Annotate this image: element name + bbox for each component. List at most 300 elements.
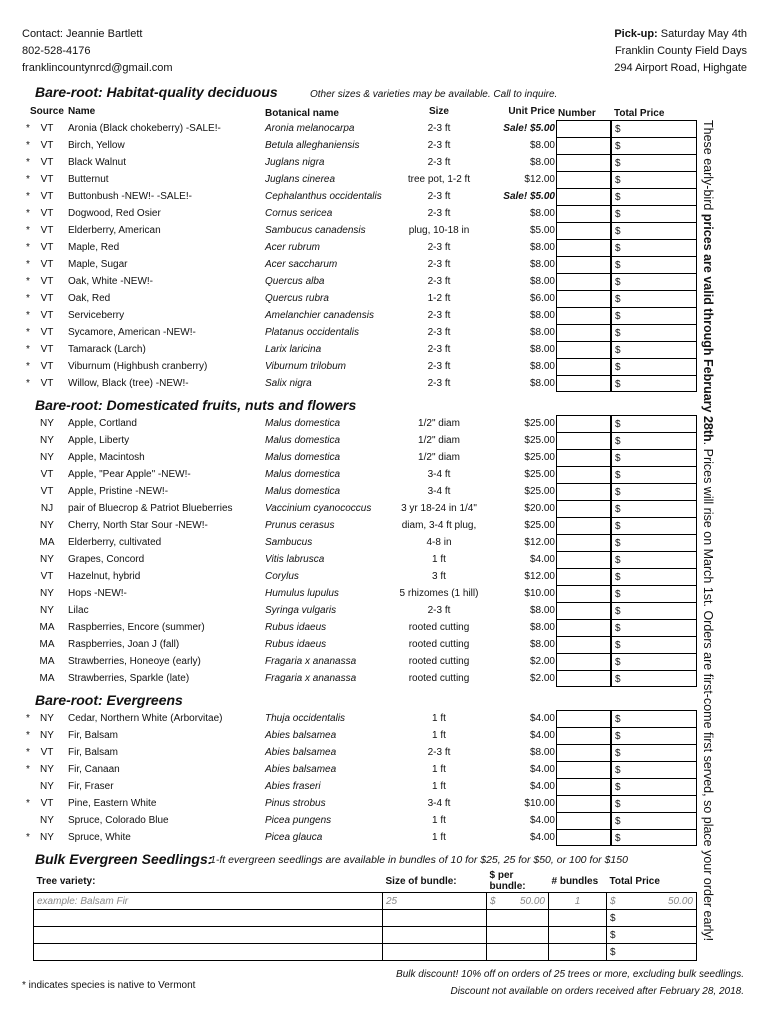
number-input[interactable]: [556, 761, 611, 778]
plant-name: Sycamore, American -NEW!-: [68, 327, 196, 338]
unit-price: $10.00: [524, 798, 555, 809]
bulk-order-table: [33, 870, 697, 961]
plant-row: [0, 341, 700, 358]
source-cell: NY: [40, 605, 54, 616]
plant-row: [0, 761, 700, 778]
discount-line-2: Discount not available on orders received after February 28, 2018.: [450, 986, 744, 997]
total-price-cell[interactable]: [611, 341, 697, 358]
size-cell: 3 ft: [432, 571, 446, 582]
unit-price: $8.00: [529, 242, 555, 253]
size-cell: 1 ft: [432, 832, 446, 843]
bulk-bundles-input[interactable]: [549, 927, 607, 944]
discount-line-1: Bulk discount! 10% off on orders of 25 trees or more, excluding bulk seedlings.: [396, 969, 744, 980]
botanical-name: Humulus lupulus: [265, 588, 339, 599]
plant-name: Maple, Red: [68, 242, 120, 253]
plant-name: Strawberries, Honeoye (early): [68, 656, 201, 667]
col-header-botanical: Botanical name: [265, 108, 339, 119]
total-price-cell[interactable]: [611, 778, 697, 795]
bulk-example-variety: example: Balsam Fir: [34, 893, 383, 910]
botanical-name: Prunus cerasus: [265, 520, 335, 531]
bulk-total-cell[interactable]: [607, 944, 697, 961]
source-cell: NY: [40, 554, 54, 565]
total-price-cell[interactable]: [611, 290, 697, 307]
total-price-cell[interactable]: [611, 812, 697, 829]
total-price-cell[interactable]: [611, 358, 697, 375]
unit-price: $25.00: [524, 469, 555, 480]
botanical-name: Abies balsamea: [265, 730, 337, 741]
size-cell: 1 ft: [432, 554, 446, 565]
total-price-cell[interactable]: [611, 761, 697, 778]
size-cell: tree pot, 1-2 ft: [407, 174, 471, 185]
bulk-total-symbol: $: [610, 946, 616, 958]
total-price-cell[interactable]: [611, 307, 697, 324]
size-cell: rooted cutting: [408, 673, 470, 684]
plant-name: Tamarack (Larch): [68, 344, 146, 355]
total-price-cell[interactable]: [611, 171, 697, 188]
plant-name: Dogwood, Red Osier: [68, 208, 161, 219]
plant-name: Elderberry, American: [68, 225, 161, 236]
number-input[interactable]: [556, 324, 611, 341]
number-input[interactable]: [556, 568, 611, 585]
botanical-name: Abies balsamea: [265, 747, 337, 758]
bulk-header-total: Total Price: [607, 870, 697, 893]
total-price-cell[interactable]: [611, 222, 697, 239]
plant-name: Willow, Black (tree) -NEW!-: [68, 378, 189, 389]
total-symbol: $: [615, 294, 621, 305]
number-input[interactable]: [556, 120, 611, 137]
total-symbol: $: [615, 748, 621, 759]
plant-name: Pine, Eastern White: [68, 798, 157, 809]
total-price-cell[interactable]: [611, 795, 697, 812]
unit-price: $8.00: [529, 276, 555, 287]
number-input[interactable]: [556, 812, 611, 829]
plant-row: [0, 415, 700, 432]
unit-price: $12.00: [524, 537, 555, 548]
total-symbol: $: [615, 124, 621, 135]
total-symbol: $: [615, 158, 621, 169]
bulk-total-symbol: $: [610, 912, 616, 924]
botanical-name: Thuja occidentalis: [265, 713, 346, 724]
total-price-cell[interactable]: [611, 585, 697, 602]
native-marker: *: [26, 713, 30, 724]
plant-row: [0, 636, 700, 653]
size-cell: plug, 10-18 in: [408, 225, 470, 236]
unit-price: $25.00: [524, 418, 555, 429]
number-input[interactable]: [556, 602, 611, 619]
total-symbol: $: [615, 419, 621, 430]
total-price-cell[interactable]: [611, 636, 697, 653]
plant-row: [0, 619, 700, 636]
unit-price: $8.00: [529, 747, 555, 758]
bulk-total-cell[interactable]: [607, 927, 697, 944]
plant-row: [0, 205, 700, 222]
botanical-name: Malus domestica: [265, 486, 341, 497]
size-cell: 2-3 ft: [427, 259, 451, 270]
botanical-name: Juglans nigra: [265, 157, 325, 168]
unit-price: $25.00: [524, 486, 555, 497]
plant-row: [0, 154, 700, 171]
number-input[interactable]: [556, 778, 611, 795]
botanical-name: Quercus alba: [265, 276, 325, 287]
col-header-size: Size: [428, 106, 449, 117]
size-cell: 2-3 ft: [427, 123, 451, 134]
number-input[interactable]: [556, 341, 611, 358]
bulk-per-input[interactable]: [487, 910, 549, 927]
number-input[interactable]: [556, 466, 611, 483]
total-price-cell[interactable]: [611, 653, 697, 670]
total-symbol: $: [615, 141, 621, 152]
number-input[interactable]: [556, 307, 611, 324]
total-price-cell[interactable]: [611, 466, 697, 483]
plant-row: [0, 710, 700, 727]
plant-name: Fir, Balsam: [68, 747, 119, 758]
plant-row: [0, 551, 700, 568]
size-cell: 1 ft: [432, 730, 446, 741]
botanical-name: Vaccinium cyanococcus: [265, 503, 372, 514]
plant-name: Cherry, North Star Sour -NEW!-: [68, 520, 208, 531]
col-header-name: Name: [68, 106, 96, 117]
bulk-bundles-input[interactable]: [549, 910, 607, 927]
number-input[interactable]: [556, 256, 611, 273]
unit-price: $4.00: [529, 781, 555, 792]
number-input[interactable]: [556, 483, 611, 500]
bulk-per-input[interactable]: [487, 927, 549, 944]
pickup-date: Saturday May 4th: [660, 28, 747, 40]
side-note-bold: prices are valid through February 28th: [701, 213, 715, 442]
unit-price: $25.00: [524, 520, 555, 531]
botanical-name: Betula alleghaniensis: [265, 140, 360, 151]
botanical-name: Platanus occidentalis: [265, 327, 359, 338]
unit-price: $10.00: [524, 588, 555, 599]
number-input[interactable]: [556, 829, 611, 846]
number-input[interactable]: [556, 585, 611, 602]
unit-price: $8.00: [529, 378, 555, 389]
total-price-cell[interactable]: [611, 324, 697, 341]
contact-phone: 802-528-4176: [22, 45, 91, 57]
bulk-example-per-symbol: $: [490, 895, 496, 907]
number-input[interactable]: [556, 727, 611, 744]
number-input[interactable]: [556, 744, 611, 761]
total-price-cell[interactable]: [611, 568, 697, 585]
source-cell: VT: [40, 310, 54, 321]
total-price-cell[interactable]: [611, 727, 697, 744]
total-price-cell[interactable]: [611, 137, 697, 154]
unit-price: $8.00: [529, 208, 555, 219]
source-cell: VT: [40, 259, 54, 270]
plant-row: [0, 273, 700, 290]
bulk-size-input[interactable]: [383, 927, 487, 944]
size-cell: 2-3 ft: [427, 191, 451, 202]
source-cell: NY: [40, 452, 54, 463]
size-cell: rooted cutting: [408, 639, 470, 650]
botanical-name: Quercus rubra: [265, 293, 329, 304]
total-symbol: $: [615, 816, 621, 827]
number-input[interactable]: [556, 449, 611, 466]
total-symbol: $: [615, 538, 621, 549]
total-price-cell[interactable]: [611, 710, 697, 727]
bulk-row: [34, 910, 697, 927]
bulk-title: Bulk Evergreen Seedlings:: [35, 851, 213, 867]
number-input[interactable]: [556, 619, 611, 636]
size-cell: 2-3 ft: [427, 310, 451, 321]
number-input[interactable]: [556, 222, 611, 239]
total-price-cell[interactable]: [611, 154, 697, 171]
unit-price: $8.00: [529, 344, 555, 355]
total-price-cell[interactable]: [611, 375, 697, 392]
plant-name: Aronia (Black chokeberry) -SALE!-: [68, 123, 221, 134]
bulk-example-total: 50.00: [667, 895, 693, 907]
size-cell: 2-3 ft: [427, 208, 451, 219]
number-input[interactable]: [556, 205, 611, 222]
availability-note: Other sizes & varieties may be available. Call to inquire.: [310, 89, 558, 100]
botanical-name: Abies balsamea: [265, 764, 337, 775]
bulk-variety-input[interactable]: [34, 944, 383, 961]
total-symbol: $: [615, 226, 621, 237]
col-header-total: Total Price: [614, 108, 665, 119]
plant-name: Hops -NEW!-: [68, 588, 127, 599]
bulk-size-input[interactable]: [383, 910, 487, 927]
number-input[interactable]: [556, 188, 611, 205]
unit-price: $2.00: [529, 656, 555, 667]
number-input[interactable]: [556, 358, 611, 375]
bulk-variety-input[interactable]: [34, 927, 383, 944]
size-cell: 3-4 ft: [427, 798, 451, 809]
size-cell: 4-8 in: [426, 537, 452, 548]
bulk-example-per: 50.00: [519, 895, 545, 907]
bulk-header-size: Size of bundle:: [383, 870, 487, 893]
total-price-cell[interactable]: [611, 829, 697, 846]
native-marker: *: [26, 140, 30, 151]
total-symbol: $: [615, 379, 621, 390]
number-input[interactable]: [556, 670, 611, 687]
native-marker: *: [26, 276, 30, 287]
plant-row: [0, 120, 700, 137]
botanical-name: Viburnum trilobum: [265, 361, 346, 372]
total-price-cell[interactable]: [611, 670, 697, 687]
unit-price: $8.00: [529, 605, 555, 616]
size-cell: 2-3 ft: [427, 242, 451, 253]
plant-row: [0, 744, 700, 761]
plant-row: [0, 483, 700, 500]
col-header-source: Source: [30, 106, 64, 117]
number-input[interactable]: [556, 154, 611, 171]
botanical-name: Malus domestica: [265, 418, 341, 429]
number-input[interactable]: [556, 534, 611, 551]
number-input[interactable]: [556, 273, 611, 290]
number-input[interactable]: [556, 795, 611, 812]
pickup-place: Franklin County Field Days: [614, 45, 747, 57]
total-symbol: $: [615, 674, 621, 685]
bulk-row: [34, 927, 697, 944]
source-cell: VT: [40, 123, 54, 134]
bulk-size-input[interactable]: [383, 944, 487, 961]
total-price-cell[interactable]: [611, 483, 697, 500]
source-cell: MA: [39, 673, 55, 684]
plant-name: Apple, Macintosh: [68, 452, 145, 463]
plant-row: [0, 239, 700, 256]
botanical-name: Fragaria x ananassa: [265, 656, 357, 667]
bulk-header-per: $ per bundle:: [487, 870, 549, 893]
plant-row: [0, 653, 700, 670]
total-price-cell[interactable]: [611, 239, 697, 256]
number-input[interactable]: [556, 517, 611, 534]
total-price-cell[interactable]: [611, 449, 697, 466]
number-input[interactable]: [556, 432, 611, 449]
plant-row: [0, 517, 700, 534]
section-title-deciduous: Bare-root: Habitat-quality deciduous: [35, 84, 278, 100]
number-input[interactable]: [556, 500, 611, 517]
botanical-name: Salix nigra: [265, 378, 312, 389]
source-cell: VT: [40, 276, 54, 287]
plant-name: Fir, Canaan: [68, 764, 120, 775]
source-cell: VT: [40, 469, 54, 480]
bulk-header-variety: Tree variety:: [34, 870, 383, 893]
size-cell: 2-3 ft: [427, 378, 451, 389]
total-price-cell[interactable]: [611, 432, 697, 449]
bulk-per-input[interactable]: [487, 944, 549, 961]
botanical-name: Syringa vulgaris: [265, 605, 337, 616]
size-cell: 1 ft: [432, 764, 446, 775]
total-symbol: $: [615, 623, 621, 634]
plant-row: [0, 670, 700, 687]
plant-row: [0, 256, 700, 273]
number-input[interactable]: [556, 653, 611, 670]
total-symbol: $: [615, 311, 621, 322]
bulk-header-bundles: # bundles: [549, 870, 607, 893]
size-cell: 1 ft: [432, 713, 446, 724]
total-price-cell[interactable]: [611, 551, 697, 568]
botanical-name: Picea glauca: [265, 832, 323, 843]
plant-name: Hazelnut, hybrid: [68, 571, 141, 582]
plant-row: [0, 324, 700, 341]
bulk-total-cell[interactable]: [607, 910, 697, 927]
total-price-cell[interactable]: [611, 602, 697, 619]
botanical-name: Aronia melanocarpa: [265, 123, 355, 134]
number-input[interactable]: [556, 137, 611, 154]
total-price-cell[interactable]: [611, 517, 697, 534]
total-price-cell[interactable]: [611, 256, 697, 273]
total-price-cell[interactable]: [611, 744, 697, 761]
number-input[interactable]: [556, 375, 611, 392]
plant-name: Viburnum (Highbush cranberry): [68, 361, 208, 372]
col-header-unit-price: Unit Price: [508, 106, 555, 117]
native-marker: *: [26, 361, 30, 372]
number-input[interactable]: [556, 415, 611, 432]
pickup-label: Pick-up:: [614, 28, 658, 40]
botanical-name: Cornus sericea: [265, 208, 333, 219]
native-marker: *: [26, 123, 30, 134]
plant-row: [0, 432, 700, 449]
source-cell: VT: [40, 361, 54, 372]
bulk-total-symbol: $: [610, 929, 616, 941]
number-input[interactable]: [556, 636, 611, 653]
native-marker: *: [26, 378, 30, 389]
native-marker: *: [26, 327, 30, 338]
number-input[interactable]: [556, 171, 611, 188]
total-price-cell[interactable]: [611, 415, 697, 432]
total-price-cell[interactable]: [611, 619, 697, 636]
source-cell: NJ: [40, 503, 54, 514]
unit-price: $4.00: [529, 815, 555, 826]
col-header-number: Number: [558, 108, 596, 119]
total-price-cell[interactable]: [611, 188, 697, 205]
source-cell: NY: [40, 588, 54, 599]
bulk-example-bundles: 1: [549, 893, 607, 910]
unit-price: $20.00: [524, 503, 555, 514]
plant-row: [0, 568, 700, 585]
botanical-name: Rubus idaeus: [265, 622, 327, 633]
number-input[interactable]: [556, 710, 611, 727]
size-cell: rooted cutting: [408, 622, 470, 633]
size-cell: 2-3 ft: [427, 157, 451, 168]
source-cell: VT: [40, 174, 54, 185]
source-cell: VT: [40, 747, 54, 758]
unit-price: $12.00: [524, 174, 555, 185]
total-symbol: $: [615, 260, 621, 271]
plant-row: [0, 171, 700, 188]
unit-price: $8.00: [529, 259, 555, 270]
number-input[interactable]: [556, 239, 611, 256]
unit-price: $25.00: [524, 435, 555, 446]
plant-name: Serviceberry: [68, 310, 125, 321]
unit-price: $8.00: [529, 157, 555, 168]
bulk-bundles-input[interactable]: [549, 944, 607, 961]
total-symbol: $: [615, 487, 621, 498]
size-cell: 3-4 ft: [427, 469, 451, 480]
plant-name: Birch, Yellow: [68, 140, 125, 151]
total-price-cell[interactable]: [611, 500, 697, 517]
total-symbol: $: [615, 504, 621, 515]
plant-name: Elderberry, cultivated: [68, 537, 162, 548]
source-cell: VT: [40, 157, 54, 168]
number-input[interactable]: [556, 551, 611, 568]
plant-row: [0, 727, 700, 744]
source-cell: VT: [40, 293, 54, 304]
plant-name: Spruce, Colorado Blue: [68, 815, 169, 826]
source-cell: MA: [39, 656, 55, 667]
total-symbol: $: [615, 328, 621, 339]
total-symbol: $: [615, 799, 621, 810]
size-cell: 2-3 ft: [427, 747, 451, 758]
plant-name: Fir, Balsam: [68, 730, 119, 741]
botanical-name: Corylus: [265, 571, 299, 582]
contact-email: franklincountynrcd@gmail.com: [22, 62, 173, 74]
unit-price: $6.00: [529, 293, 555, 304]
total-price-cell[interactable]: [611, 120, 697, 137]
contact-block: [22, 26, 173, 77]
source-cell: VT: [40, 140, 54, 151]
number-input[interactable]: [556, 290, 611, 307]
plant-row: [0, 375, 700, 392]
total-symbol: $: [615, 833, 621, 844]
botanical-name: Pinus strobus: [265, 798, 326, 809]
total-price-cell[interactable]: [611, 205, 697, 222]
plant-row: [0, 829, 700, 846]
total-price-cell[interactable]: [611, 273, 697, 290]
total-price-cell[interactable]: [611, 534, 697, 551]
unit-price: $4.00: [529, 554, 555, 565]
plant-row: [0, 290, 700, 307]
plant-name: pair of Bluecrop & Patriot Blueberries: [68, 503, 233, 514]
total-symbol: $: [615, 640, 621, 651]
botanical-name: Vitis labrusca: [265, 554, 325, 565]
botanical-name: Malus domestica: [265, 435, 341, 446]
native-marker: *: [26, 225, 30, 236]
unit-price: $8.00: [529, 639, 555, 650]
botanical-name: Acer rubrum: [265, 242, 321, 253]
source-cell: NY: [40, 520, 54, 531]
bulk-variety-input[interactable]: [34, 910, 383, 927]
